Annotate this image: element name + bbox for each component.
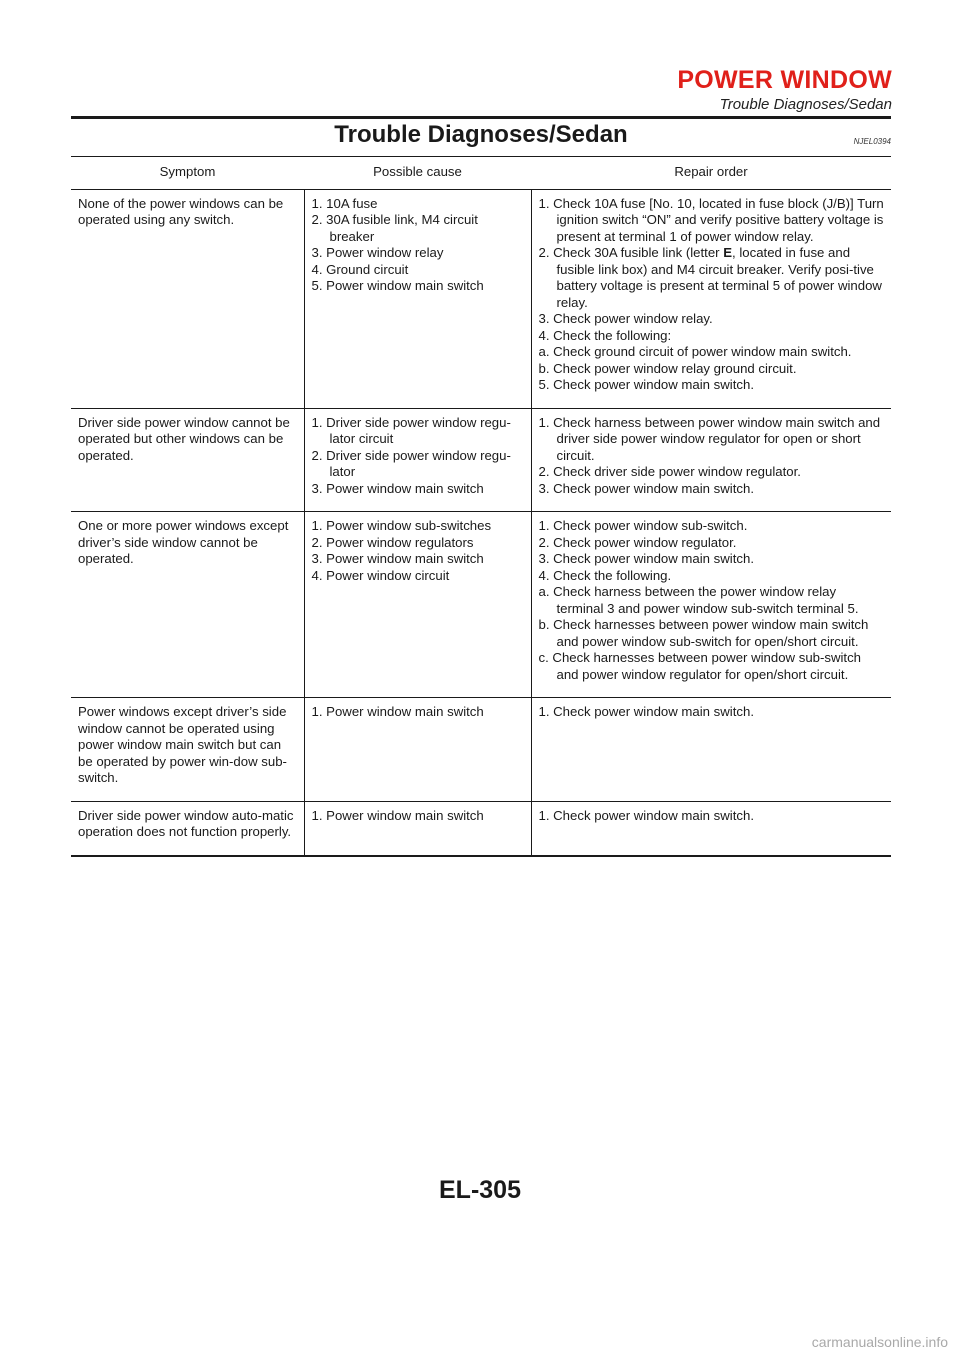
table-row [71,801,891,856]
section-title: POWER WINDOW [677,66,892,94]
repair-cell [531,408,891,512]
repair-item: a. Check harness between the power window relay terminal 3 and power window sub-switch terminal 5. [538,584,859,616]
cause-item: 1. Power window sub-switches [311,518,492,533]
cause-item: 5. Power window main switch [311,278,484,293]
column-header-possible-cause: Possible cause [304,157,531,190]
repair-item: a. Check ground circuit of power window main switch. [538,344,852,359]
cause-cell [304,698,531,802]
column-header-symptom: Symptom [71,157,304,190]
cause-item: 2. Power window regulators [311,534,474,550]
repair-item: c. Check harnesses between power window sub-switch and power window regulator for open/short circuit. [538,650,862,682]
cause-item: 4. Ground circuit [311,261,409,277]
repair-item: 4. Check the following: [538,327,672,343]
cause-item: 1. Power window main switch [311,807,484,823]
repair-cell [531,698,891,802]
cause-item: 3. Power window main switch [311,480,484,496]
symptom-cell: One or more power windows except driver’s side window cannot be operated. [71,512,304,698]
cause-cell [304,189,531,408]
repair-item: 5. Check power window main switch. [538,377,754,392]
fusible-link-letter: E [723,245,733,260]
cause-cell [304,512,531,698]
symptom-cell: Driver side power window cannot be operated but other windows can be operated. [71,408,304,512]
cause-item: 2. Driver side power window regu-lator [311,447,511,479]
cause-cell [304,408,531,512]
document-code: NJEL0394 [853,137,891,146]
repair-item: 3. Check power window main switch. [538,480,754,496]
table-row [71,698,891,802]
repair-item: 1. Check power window sub-switch. [538,518,748,533]
column-header-repair-order: Repair order [531,157,891,190]
cause-item: 2. 30A fusible link, M4 circuit breaker [311,212,478,244]
repair-item: b. Check harnesses between power window main switch and power window sub-switch for open/short circuit. [538,617,869,649]
page-number: EL-305 [439,1176,521,1204]
table-header-row [71,157,891,190]
symptom-cell: None of the power windows can be operated using any switch. [71,189,304,408]
cause-item: 1. Power window main switch [311,704,484,719]
repair-item-text: , located in fuse and fusible link box) and M4 circuit breaker. Verify posi-tive battery voltage is present at terminal 5 of power window relay. [556,245,882,310]
repair-item: 1. Check harness between power window main switch and driver side power window regulator for open or short circuit. [538,414,881,463]
repair-item: b. Check power window relay ground circuit. [538,360,797,376]
repair-item: 1. Check power window main switch. [538,704,754,719]
cause-item: 1. 10A fuse [311,195,378,211]
watermark-link[interactable]: carmanualsonline.info [811,1334,948,1350]
repair-item: 3. Check power window main switch. [538,551,754,566]
repair-item: 1. Check power window main switch. [538,807,754,823]
repair-item [539,245,886,311]
page-header [677,66,892,115]
repair-cell [531,189,891,408]
table-row [71,512,891,698]
diagnosis-table [71,156,891,857]
repair-cell [531,512,891,698]
cause-item: 1. Driver side power window regu-lator circuit [311,414,511,446]
repair-item: 2. Check power window regulator. [538,534,737,550]
repair-item-text: 2. Check 30A fusible link (letter [538,245,724,260]
table-row [71,408,891,512]
cause-item: 3. Power window main switch [311,551,484,566]
page-title: Trouble Diagnoses/Sedan [334,121,628,148]
symptom-cell: Power windows except driver’s side window cannot be operated using power window main switch but can be operated by power win-dow sub-switch. [71,698,304,802]
table-row [71,189,891,408]
repair-item: 4. Check the following. [538,567,672,583]
repair-cell [531,801,891,856]
cause-item: 3. Power window relay [311,245,444,260]
cause-cell [304,801,531,856]
symptom-cell: Driver side power window auto-matic operation does not function properly. [71,801,304,856]
repair-item: 3. Check power window relay. [538,311,713,326]
repair-item: 1. Check 10A fuse [No. 10, located in fuse block (J/B)] Turn ignition switch “ON” and verify positive battery voltage is present at terminal 1 of power window relay. [538,195,884,244]
cause-item: 4. Power window circuit [311,567,450,583]
section-subtitle: Trouble Diagnoses/Sedan [719,96,892,113]
repair-item: 2. Check driver side power window regulator. [538,464,801,479]
